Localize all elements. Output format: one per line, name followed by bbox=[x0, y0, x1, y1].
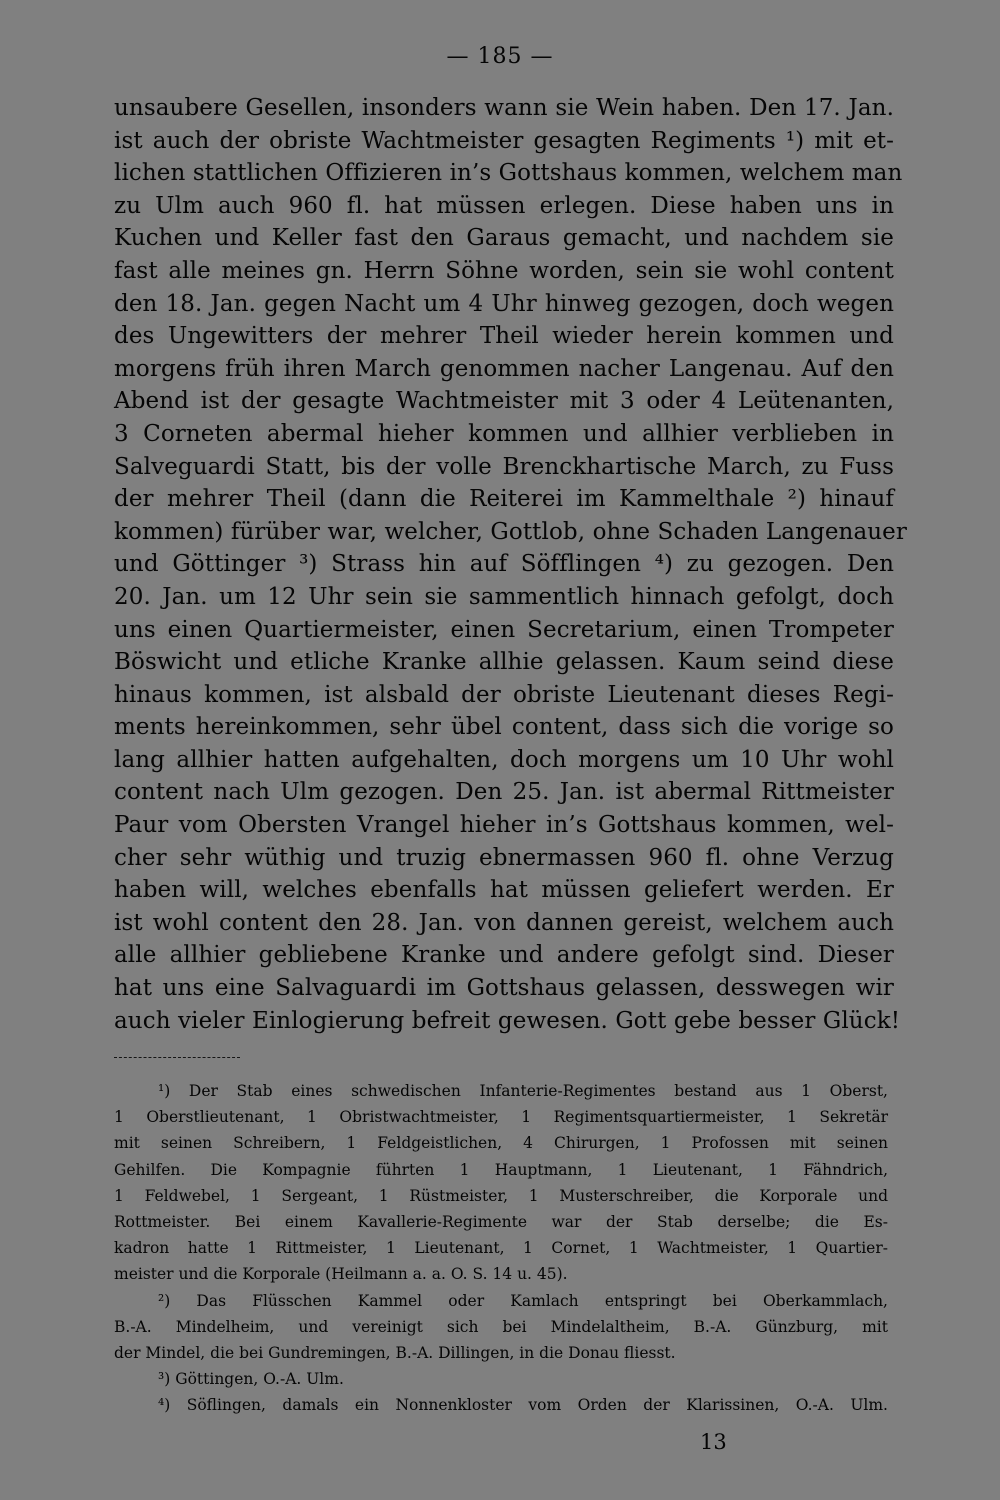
footnote-line: Rottmeister. Bei einem Kavallerie-Regimente war der Stab derselbe; die Es- bbox=[114, 1212, 888, 1231]
text-line: haben will, welches ebenfalls hat müssen geliefert werden. Er bbox=[114, 877, 894, 904]
text-line: Kuchen und Keller fast den Garaus gemacht, und nachdem sie bbox=[114, 225, 894, 252]
text-line: 20. Jan. um 12 Uhr sein sie sammentlich hinnach gefolgt, doch bbox=[114, 583, 894, 610]
text-line: der mehrer Theil (dann die Reiterei im Kammelthale ²) hinauf bbox=[114, 486, 894, 513]
body-text bbox=[114, 92, 907, 1037]
text-line: und Göttinger ³) Strass hin auf Söfflingen ⁴) zu gezogen. Den bbox=[114, 551, 894, 578]
text-line: lang allhier hatten aufgehalten, doch morgens um 10 Uhr wohl bbox=[114, 746, 894, 773]
text-line: Salveguardi Statt, bis der volle Brenckhartische March, zu Fuss bbox=[114, 453, 894, 480]
footnote-line: 1 Feldwebel, 1 Sergeant, 1 Rüstmeister, 1 Musterschreiber, die Korporale und bbox=[114, 1186, 888, 1205]
footnote-line: ³) Göttingen, O.-A. Ulm. bbox=[158, 1370, 344, 1389]
footnote-line: meister und die Korporale (Heilmann a. a. O. S. 14 u. 45). bbox=[114, 1265, 568, 1284]
text-line: fast alle meines gn. Herrn Söhne worden, sein sie wohl content bbox=[114, 257, 894, 284]
footnote-line: der Mindel, die bei Gundremingen, B.-A. Dillingen, in die Donau fliesst. bbox=[114, 1343, 676, 1362]
text-line: content nach Ulm gezogen. Den 25. Jan. ist abermal Rittmeister bbox=[114, 779, 894, 806]
footnote-line: ¹) Der Stab eines schwedischen Infanterie-Regimentes bestand aus 1 Oberst, bbox=[158, 1082, 888, 1100]
text-line: Abend ist der gesagte Wachtmeister mit 3 oder 4 Leütenanten, bbox=[114, 388, 894, 415]
text-line: den 18. Jan. gegen Nacht um 4 Uhr hinweg gezogen, doch wegen bbox=[114, 290, 894, 317]
footnote-line: Gehilfen. Die Kompagnie führten 1 Hauptmann, 1 Lieutenant, 1 Fähndrich, bbox=[114, 1160, 888, 1179]
text-line: cher sehr wüthig und truzig ebnermassen 960 fl. ohne Verzug bbox=[114, 844, 894, 871]
text-line: unsaubere Gesellen, insonders wann sie Wein haben. Den 17. Jan. bbox=[114, 95, 894, 121]
text-line: kommen) fürüber war, welcher, Gottlob, ohne Schaden Langenauer bbox=[114, 518, 907, 545]
text-line: lichen stattlichen Offizieren in’s Gottshaus kommen, welchem man bbox=[114, 160, 903, 187]
footnote-line: B.-A. Mindelheim, und vereinigt sich bei Mindelaltheim, B.-A. Günzburg, mit bbox=[114, 1317, 888, 1336]
footnote-line: kadron hatte 1 Rittmeister, 1 Lieutenant, 1 Cornet, 1 Wachtmeister, 1 Quartier- bbox=[114, 1239, 888, 1258]
text-line: Böswicht und etliche Kranke allhie gelassen. Kaum seind diese bbox=[114, 649, 894, 676]
signature-mark: 13 bbox=[700, 1430, 727, 1454]
page-number: — 185 — bbox=[446, 44, 554, 69]
text-line: alle allhier gebliebene Kranke und andere gefolgt sind. Dieser bbox=[114, 942, 894, 969]
text-line: morgens früh ihren March genommen nacher Langenau. Auf den bbox=[114, 355, 894, 382]
text-line: Paur vom Obersten Vrangel hieher in’s Gottshaus kommen, wel- bbox=[114, 812, 894, 839]
footnote-line: mit seinen Schreibern, 1 Feldgeistlichen, 4 Chirurgen, 1 Profossen mit seinen bbox=[114, 1134, 888, 1153]
footnote-line: 1 Oberstlieutenant, 1 Obristwachtmeister, 1 Regimentsquartiermeister, 1 Sekretär bbox=[114, 1108, 888, 1127]
footnote-line: ⁴) Söflingen, damals ein Nonnenkloster vom Orden der Klarissinen, O.-A. Ulm. bbox=[158, 1396, 888, 1415]
text-line: ments hereinkommen, sehr übel content, dass sich die vorige so bbox=[114, 714, 894, 741]
text-line: ist wohl content den 28. Jan. von dannen gereist, welchem auch bbox=[114, 909, 894, 936]
text-line: des Ungewitters der mehrer Theil wieder herein kommen und bbox=[114, 323, 894, 350]
text-line: zu Ulm auch 960 fl. hat müssen erlegen. Diese haben uns in bbox=[114, 192, 894, 219]
text-line: hat uns eine Salvaguardi im Gottshaus gelassen, desswegen wir bbox=[114, 975, 894, 1002]
footnotes bbox=[114, 1078, 888, 1418]
footnote-separator bbox=[114, 1057, 240, 1058]
text-line: ist auch der obriste Wachtmeister gesagten Regiments ¹) mit et- bbox=[114, 127, 894, 154]
text-line: 3 Corneten abermal hieher kommen und allhier verblieben in bbox=[114, 420, 894, 447]
text-line: hinaus kommen, ist alsbald der obriste Lieutenant dieses Regi- bbox=[114, 681, 894, 708]
footnote-line: ²) Das Flüsschen Kammel oder Kamlach entspringt bei Oberkammlach, bbox=[158, 1291, 888, 1310]
text-line: uns einen Quartiermeister, einen Secretarium, einen Trompeter bbox=[114, 616, 894, 643]
text-line: auch vieler Einlogierung befreit gewesen. Gott gebe besser Glück! bbox=[114, 1007, 901, 1034]
